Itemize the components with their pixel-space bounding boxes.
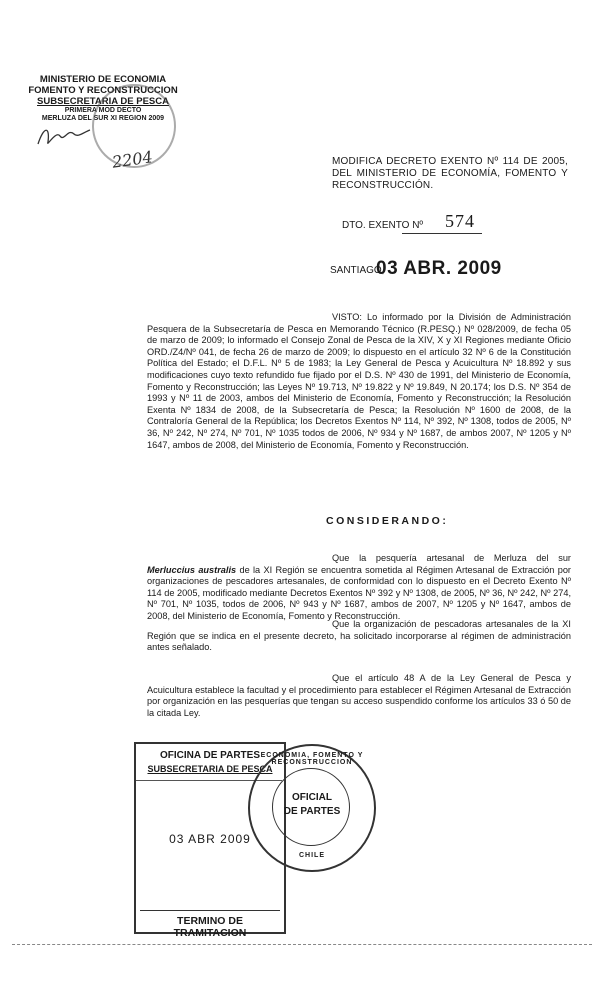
considerando-heading: CONSIDERANDO: xyxy=(326,515,449,527)
p2-lead: Que la pesquería artesanal de Merluza del sur xyxy=(332,553,571,563)
seal-center-1: OFICIAL xyxy=(292,792,332,803)
p4-text: Que el artículo 48 A de la Ley General de Pesca y Acuicultura establece la facultad y el procedimiento para establecer el Régimen Artesanal de Extracción por organización en las pesquerías que tengan su acceso suspendido conforme los artículos 33 ó 50 de la citada Ley. xyxy=(147,673,571,718)
handwritten-number: 2204 xyxy=(110,147,154,172)
considerando-paragraph-1 xyxy=(147,553,571,623)
decree-subject: MODIFICA DECRETO EXENTO Nº 114 DE 2005, DEL MINISTERIO DE ECONOMÍA, FOMENTO Y RECONSTRUCCIÓN. xyxy=(332,156,568,191)
visto-paragraph xyxy=(147,312,571,451)
ministry-line-3: SUBSECRETARIA DE PESCA xyxy=(37,96,169,107)
page-footer-line xyxy=(12,944,592,945)
date-stamp: 03 ABR. 2009 xyxy=(376,258,502,279)
p2-rest: de la XI Región se encuentra sometida al Régimen Artesanal de Extracción por organizaciones de pescadores artesanales, de conformidad con lo dispuesto en el Decreto Exento Nº 114 de 2005, modificado mediante Decretos Exentos Nº 392 y Nº 1308, de 2005, Nº 36, Nº 242, Nº 274, Nº 701, Nº 1035, todos de 2006, Nº 943 y Nº 1687, ambos de 2007, Nº 1205 y Nº 1647, ambos de 2008, del Ministerio de Economía, Fomento y Reconstrucción. xyxy=(147,564,571,621)
ministry-line-4: PRIMERA MOD DECTO xyxy=(64,107,142,114)
decree-number-line xyxy=(402,233,482,234)
species-name: Merluccius australis xyxy=(147,564,237,575)
considerando-paragraph-2 xyxy=(147,619,571,654)
oficial-partes-seal-icon xyxy=(248,744,376,872)
decree-label: DTO. EXENTO Nº xyxy=(342,220,424,231)
seal-top-text: ECONOMIA, FOMENTO Y RECONSTRUCCION xyxy=(260,752,364,766)
considerando-paragraph-3 xyxy=(147,673,571,719)
stamp-footer: TERMINO DE TRAMITACION xyxy=(140,910,280,939)
ministry-line-1: MINISTERIO DE ECONOMIA xyxy=(39,74,167,85)
stamp-office: OFICINA DE PARTES xyxy=(159,750,260,761)
ministry-line-2: FOMENTO Y RECONSTRUCCION xyxy=(28,85,178,96)
p3-text: Que la organización de pescadoras artesanales de la XI Región que se indica en el presente decreto, ha solicitado incorporarse al régimen de administración antes señalado. xyxy=(147,619,571,653)
ministry-line-5: MERLUZA DEL SUR XI REGION 2009 xyxy=(41,115,165,122)
seal-center-2: DE PARTES xyxy=(283,806,341,817)
stamp-date: 03 ABR 2009 xyxy=(169,832,251,846)
date-city: SANTIAGO, xyxy=(330,265,385,276)
signature-icon xyxy=(34,120,94,150)
visto-text: VISTO: Lo informado por la División de Administración Pesquera de la Subsecretaría de Pesca en Memorando Técnico (R.PESQ.) Nº 028/2009, de fecha 05 de marzo de 2009; lo informado el Consejo Zonal de Pesca de la XIV, X y XI Regiones mediante Oficio ORD./Z4/Nº 041, de fecha 26 de marzo de 2009; lo dispuesto en el artículo 32 Nº 6 de la Constitución Política del Estado; el D.F.L. Nº 5 de 1983; la Ley General de Pesca y Acuicultura Nº 18.892 y sus modificaciones cuyo texto refundido fue fijado por el D.S. Nº 430 de 1991, del Ministerio de Economía, Fomento y Reconstrucción; las Leyes Nº 19.713, Nº 19.822 y Nº 19.849, N 20.174; los D.S. Nº 354 de 1993 y Nº 11 de 2003, ambos del Ministerio de Economía, Fomento y Reconstrucción; la Resolución Exenta Nº 1834 de 2008, de la Subsecretaría de Pesca; la Resolución Nº 1600 de 2008, de la Contraloría General de la República; los Decretos Exentos Nº 114, Nº 392, Nº 1308, todos de 2005, Nº 36, Nº 242, Nº 274, Nº 701, Nº 1035 todos de 2006, Nº 934 y Nº 1687, de ambos 2007, Nº 1205 y Nº 1647, ambos de 2008, del Ministerio de Economía, Fomento y Reconstrucción. xyxy=(147,312,571,450)
decree-number: 574 xyxy=(445,211,475,231)
stamp-dept: SUBSECRETARIA DE PESCA xyxy=(147,764,273,774)
seal-bottom-text: CHILE xyxy=(299,852,325,859)
